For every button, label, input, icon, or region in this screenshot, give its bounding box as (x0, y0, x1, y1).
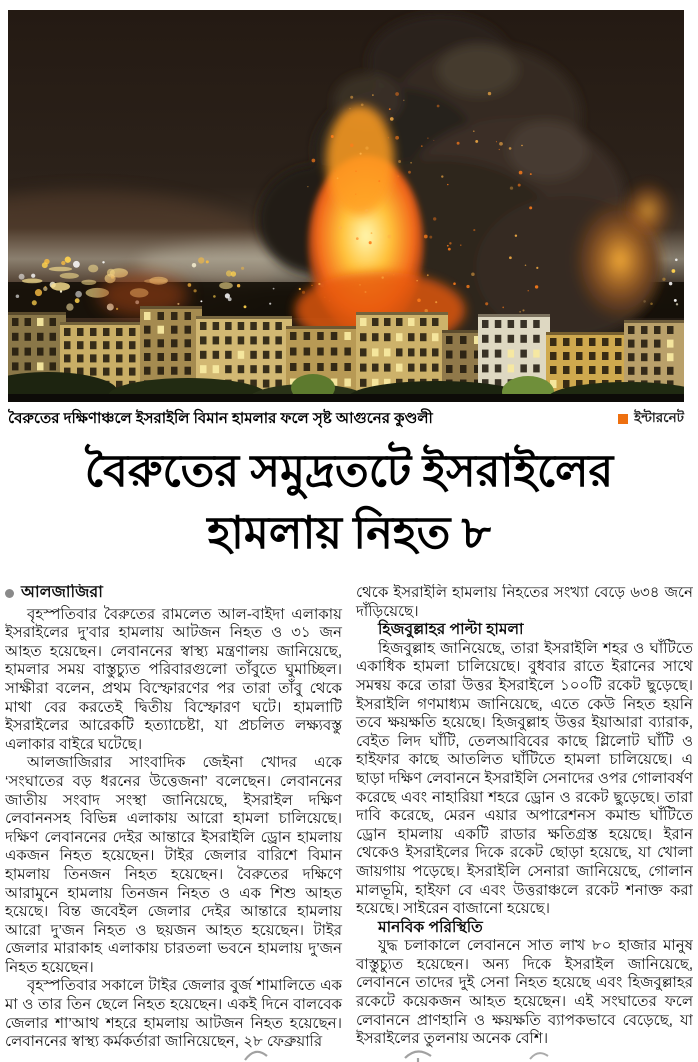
headline-line-1: বৈরুতের সমুদ্রতটে ইসরাইলের (84, 446, 614, 496)
subheading-counterattack: হিজবুল্লাহর পাল্টা হামলা (378, 621, 524, 639)
byline-source: আলজাজিরা (21, 584, 103, 601)
article-body (5, 584, 693, 1052)
subheading-humanitarian: মানবিক পরিস্থিতি (378, 918, 483, 936)
credit-label: ইন্টারনেট (634, 410, 684, 425)
explosion-photo-illustration (8, 10, 684, 402)
byline (5, 584, 342, 603)
credit-square-icon (618, 414, 628, 424)
photo-caption: বৈরুতের দক্ষিণাঞ্চলে ইসরাইলি বিমান হামলার ফলে সৃষ্ট আগুনের কুণ্ডলী (8, 409, 433, 427)
article-headline (0, 440, 698, 564)
caption-row (8, 407, 684, 430)
news-photo (8, 10, 684, 402)
paragraph: আলজাজিরার সাংবাদিক জেইনা খোদর একে ‘সংঘাতের বড় ধরনের উত্তেজনা’ বলেছেন। লেবাননের জাতীয় সংবাদ সংস্থা জানিয়েছে, ইসরাইল দক্ষিণ লেবাননসহ বিভিন্ন এলাকায় আরো হামলা চালিয়েছে। দক্ষিণ লেবাননের দেইর আন্তারে ইসরাইলি ড্রোন হামলায় একজন নিহত হয়েছেন। টাইর জেলার বারিশে বিমান হামলায় তিনজন নিহত হয়েছেন। বৈরুতের দক্ষিণে আরামুনে হামলায় তিনজন নিহত ও এক শিশু আহত হয়েছে। বিন্ত জবেইল জেলার দেইর আন্তারে হামলায় আরো দু’জন নিহত ও ছয়জন আহত হয়েছেন। টাইর জেলার মারাকাহ এলাকায় চারতলা ভবনে হামলায় দু’জন নিহত হয়েছেন। (5, 754, 342, 976)
left-column (5, 584, 342, 1052)
paragraph: বৃহস্পতিবার বৈরুতের রামলেত আল-বাইদা এলাকায় ইসরাইলের দু’বার হামলায় আটজন নিহত ও ৩১ জন আহত হয়েছেন। লেবাননের স্বাস্থ্য মন্ত্রণালয় জানিয়েছে, হামলার সময় বাস্তুচ্যুত পরিবারগুলো তাঁবুতে ঘুমাচ্ছিল। সাক্ষীরা বলেন, প্রথম বিস্ফোরণের পর তারা তাঁবু থেকে মাথা বের করতেই দ্বিতীয় বিস্ফোরণ ঘটে। হামলাটি ইসরাইলের আরেকটি হত্যাচেষ্টা, যা প্রচলিত লক্ষ্যবস্তু এলাকার বাইরে ঘটেছে। (5, 605, 342, 753)
paragraph-continuation: থেকে ইসরাইলি হামলায় নিহতের সংখ্যা বেড়ে ৬৩৪ জনে দাঁড়িয়েছে। (356, 584, 693, 620)
photo-bottom-strip (8, 394, 684, 402)
byline-bullet-icon (5, 589, 14, 598)
paragraph: বৃহস্পতিবার সকালে টাইর জেলার বুর্জ শামালিতে এক মা ও তার তিন ছেলে নিহত হয়েছেন। একই দিনে বালবেক জেলার শা’আথ শহরে হামলায় আটজন নিহত হয়েছেন। লেবাননের স্বাস্থ্য কর্মকর্তারা জানিয়েছেন, ২৮ ফেব্রুয়ারি (5, 977, 342, 1051)
headline-line-2: হামলায় নিহত ৮ (207, 508, 491, 558)
right-column (356, 584, 693, 1052)
photo-credit (618, 407, 684, 430)
paragraph: হিজবুল্লাহ জানিয়েছে, তারা ইসরাইলি শহর ও ঘাঁটিতে একাধিক হামলা চালিয়েছে। বুধবার রাতে ইরানের সাথে সমন্বয় করে তারা উত্তর ইসরাইলে ১০০টি রকেট ছুড়েছে। ইসরাইলি গণমাধ্যম জানিয়েছে, এতে কেউ নিহত হয়নি তবে ক্ষয়ক্ষতি হয়েছে। হিজবুল্লাহ উত্তর ইয়াআরা ব্যারাক, বেইত লিদ ঘাঁটি, তেলআবিবের কাছে গ্লিলোট ঘাঁটি ও হাইফার কাছে আতলিত ঘাঁটিতে হামলা চালিয়েছে। এ ছাড়া দক্ষিণ লেবাননে ইসরাইলি সেনাদের ওপর গোলাবর্ষণ করেছে এবং নাহারিয়া শহরে ড্রোন ও রকেট ছুড়েছে। তারা দাবি করেছে, মেরন এয়ার অপারেশনস কমান্ড ঘাঁটিতে ড্রোন হামলায় একটি রাডার ক্ষতিগ্রস্ত হয়েছে। ইরান থেকেও ইসরাইলের দিকে রকেট ছোড়া হয়েছে, যা খোলা জায়গায় পড়েছে। ইসরাইলি সেনারা জানিয়েছে, গোলান মালভূমি, হাইফা বে এবং উত্তরাঞ্চলে রকেট শনাক্ত করা হয়েছে। সাইরেন বাজানো হয়েছে। (356, 639, 693, 918)
paragraph: যুদ্ধ চলাকালে লেবাননে সাত লাখ ৮০ হাজার মানুষ বাস্তুচ্যুত হয়েছেন। অন্য দিকে ইসরাইল জানিয়েছে, লেবাননে তাদের দুই সেনা নিহত হয়েছে এবং হিজবুল্লাহর রকেটে কয়েকজন আহত হয়েছেন। এই সংঘাতের ফলে লেবাননে প্রাণহানি ও ক্ষয়ক্ষতি ব্যাপকভাবে বেড়েছে, যা ইসরাইলের তুলনায় অনেক বেশি। (356, 937, 693, 1048)
next-section-fragment (150, 1044, 630, 1062)
